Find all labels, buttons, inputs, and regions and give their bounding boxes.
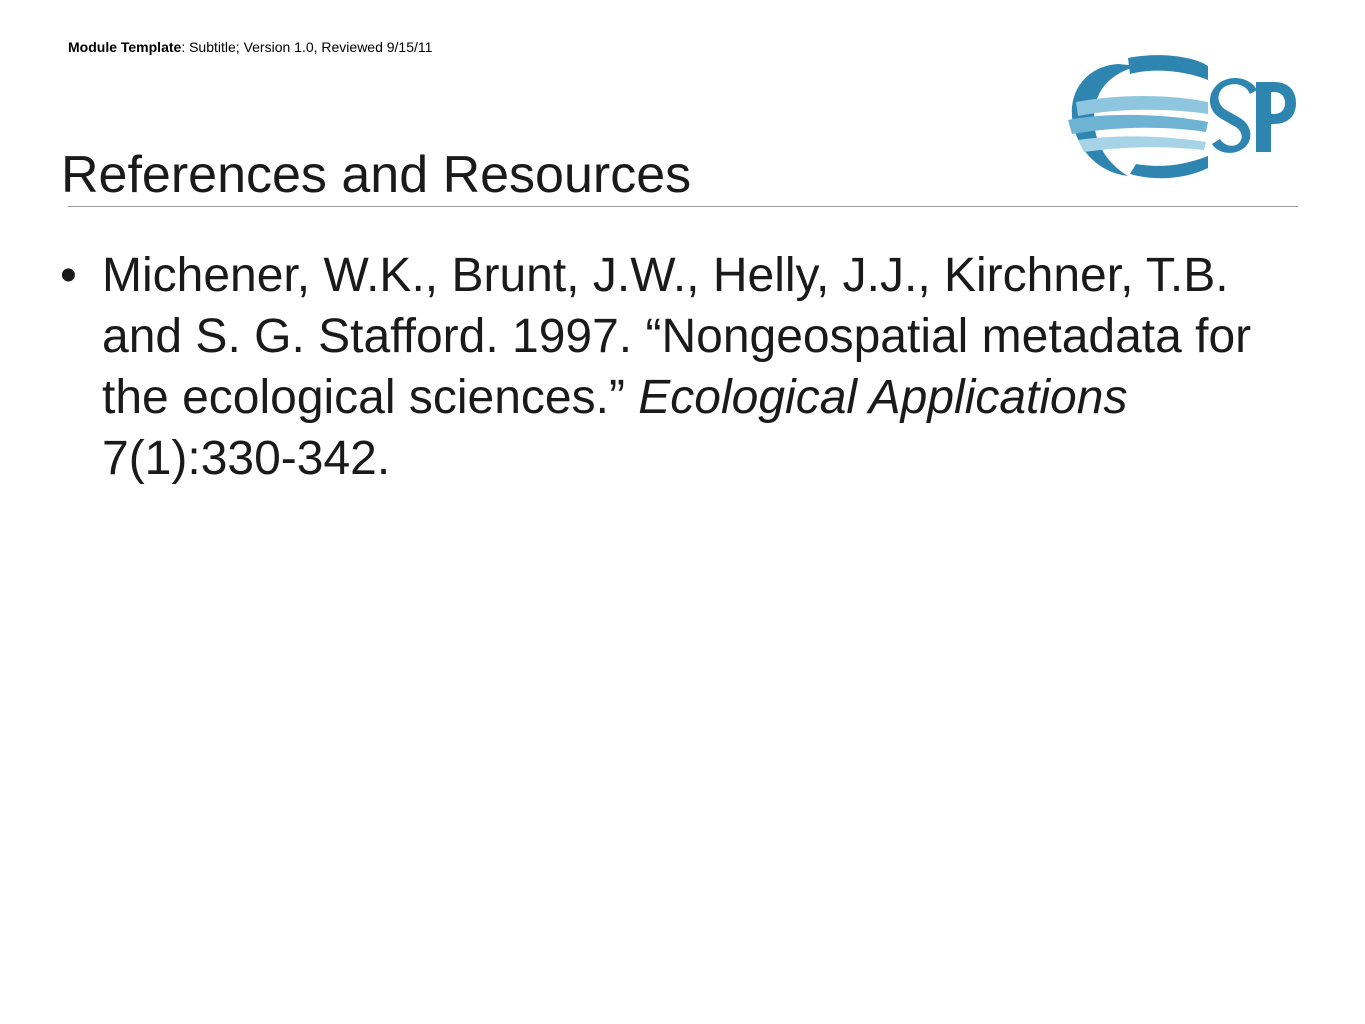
module-header <box>68 39 432 55</box>
list-item <box>60 245 1290 489</box>
reference-authors: Michener, W.K., Brunt, J.W., Helly, J.J., Kirchner, T.B. and S. G. Stafford. 1997. “Nongeospatial metadata for the ecological sciences.” <box>102 249 1252 424</box>
module-label: Module Template <box>68 39 182 55</box>
esip-logo-icon <box>1058 44 1298 194</box>
reference-journal: Ecological Applications <box>638 371 1128 424</box>
bullet-icon: • <box>60 249 77 302</box>
reference-list <box>60 245 1290 489</box>
module-details: : Subtitle; Version 1.0, Reviewed 9/15/11 <box>181 39 433 55</box>
title-divider <box>68 206 1298 207</box>
reference-citation: 7(1):330-342. <box>102 432 391 485</box>
slide-title: References and Resources <box>61 146 692 204</box>
